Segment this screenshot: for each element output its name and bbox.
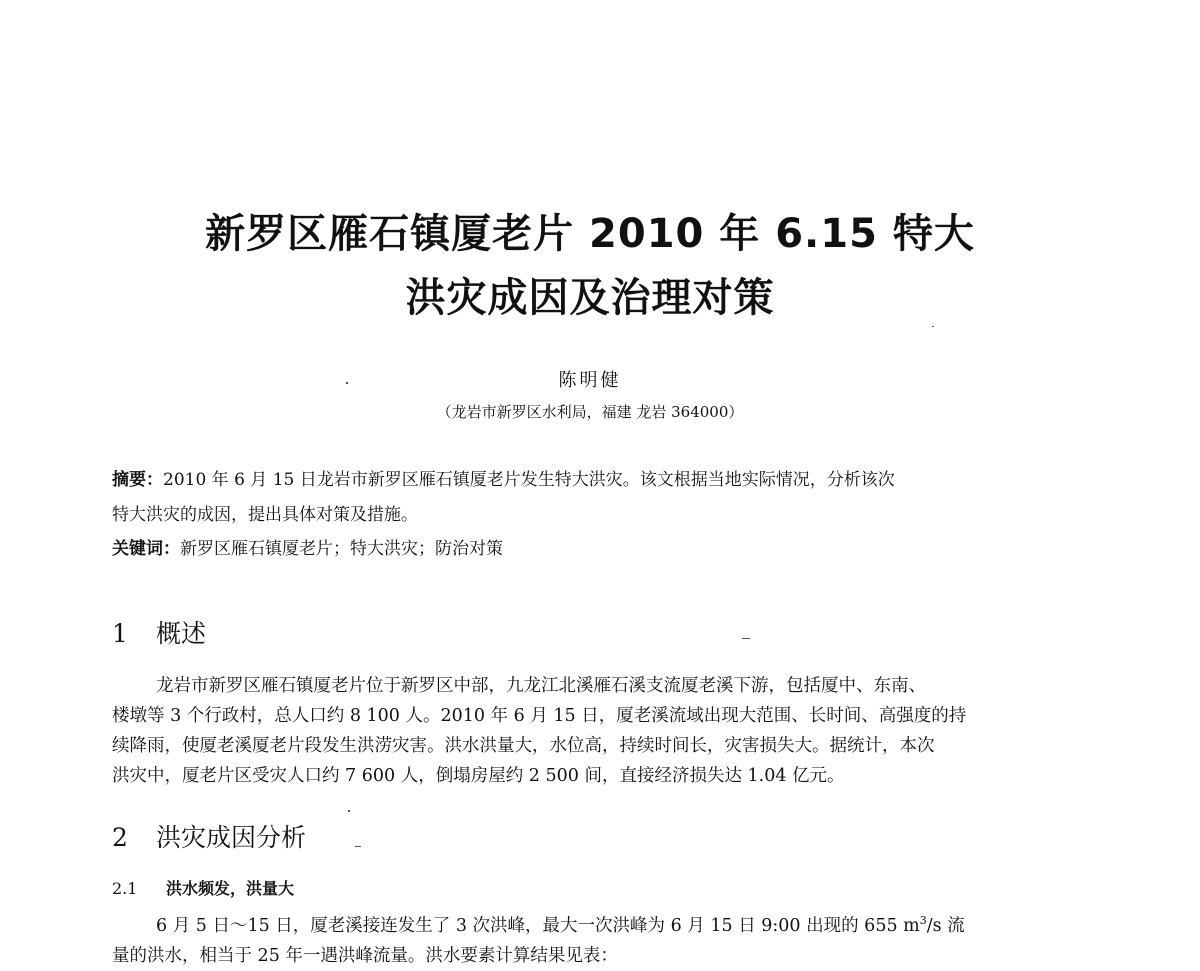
section-1-line-2: 楼墩等 3 个行政村，总人口约 8 100 人。2010 年 6 月 15 日，厦老溪流域出现大范围、长时间、高强度的持 (112, 706, 967, 726)
section-2-heading (112, 822, 306, 854)
cubic-superscript: 3 (919, 914, 927, 927)
abstract-label: 摘要： (112, 470, 163, 490)
section-1-line-3: 续降雨，使厦老溪厦老片段发生洪涝灾害。洪水洪量大，水位高，持续时间长，灾害损失大。据统计，本次 (112, 736, 935, 756)
subsection-2-1-number: 2.1 (112, 879, 138, 898)
author-name: 陈明健 (558, 370, 622, 391)
subsection-2-1-heading (112, 876, 294, 899)
keywords-label: 关键词： (112, 539, 180, 559)
section-2-title: 洪灾成因分析 (156, 823, 307, 852)
section-2-1-paragraph (112, 906, 1072, 971)
section-1-title: 概述 (156, 619, 207, 648)
paper-title-line-2: 洪灾成因及治理对策 (405, 275, 775, 321)
abstract-text-line-2: 特大洪灾的成因，提出具体对策及措施。 (112, 505, 418, 525)
scan-speck (346, 382, 348, 384)
section-2-1-line-2: 量的洪水，相当于 25 年一遇洪峰流量。洪水要素计算结果见表： (112, 945, 618, 966)
section-1-line-4: 洪灾中，厦老片区受灾人口约 7 600 人，倒塌房屋约 2 500 间，直接经济损失达 1.04 亿元。 (112, 766, 845, 786)
scan-speck (355, 846, 361, 847)
subsection-2-1-title: 洪水频发，洪量大 (166, 879, 295, 898)
section-2-1-line-1-start: 6 月 5 日～15 日，厦老溪接连发生了 3 次洪峰，最大一次洪峰为 6 月 15 日 9:00 出现的 655 m (156, 915, 920, 936)
paper-title-line-1: 新罗区雁石镇厦老片 2010 年 6.15 特大 (205, 211, 975, 257)
keywords-text: 新罗区雁石镇厦老片；特大洪灾；防治对策 (180, 539, 503, 559)
scan-speck (932, 326, 934, 327)
author-affiliation: （龙岩市新罗区水利局，福建 龙岩 364000） (436, 403, 744, 421)
section-2-1-line-1 (112, 906, 1072, 941)
section-2-number: 2 (112, 823, 128, 852)
section-1-heading (112, 618, 206, 650)
scan-speck (742, 638, 750, 639)
section-1-line-1: 龙岩市新罗区雁石镇厦老片位于新罗区中部，九龙江北溪雁石溪支流厦老溪下游，包括厦中、东南、 (156, 676, 926, 696)
section-2-1-line-1-end: /s 流 (926, 915, 965, 936)
scan-speck (348, 810, 350, 812)
section-1-number: 1 (112, 619, 128, 648)
abstract (112, 467, 1072, 493)
abstract-text-line-1: 2010 年 6 月 15 日龙岩市新罗区雁石镇厦老片发生特大洪灾。该文根据当地实际情况，分析该次 (163, 470, 895, 490)
keywords (112, 536, 1072, 562)
section-1-paragraph (112, 671, 1072, 791)
